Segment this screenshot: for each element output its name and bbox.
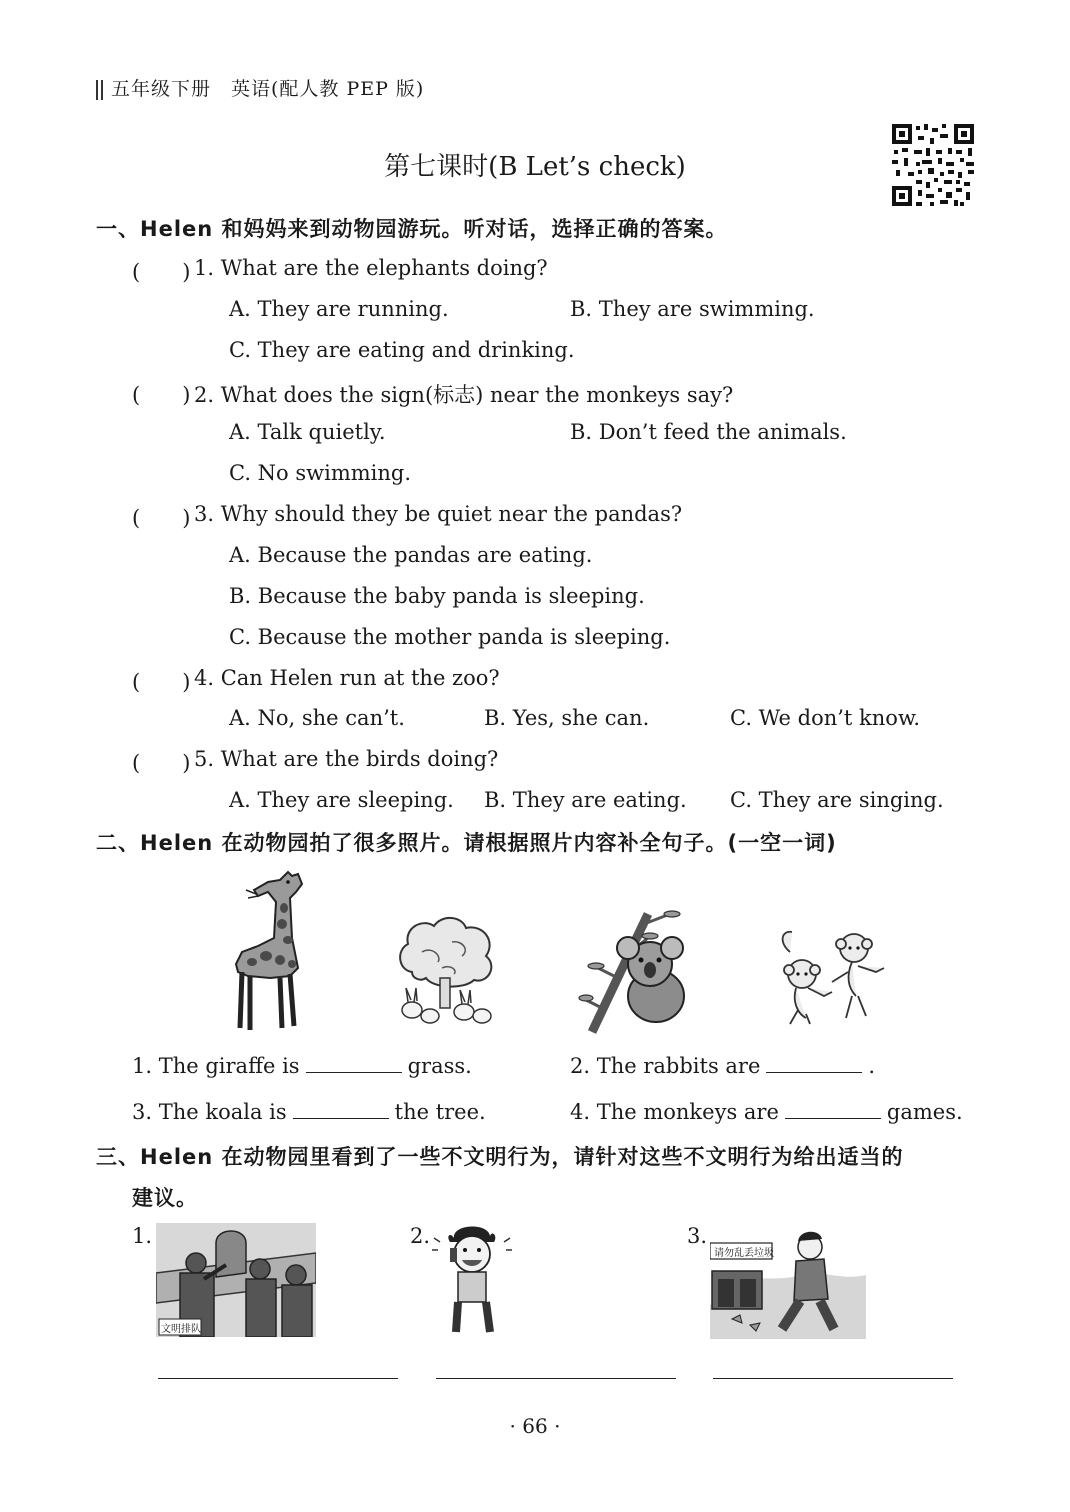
option: B. Don’t feed the animals. (570, 420, 847, 444)
sentence-text: 1. The giraffe is (132, 1054, 300, 1078)
sentence-text: 3. The koala is (132, 1100, 287, 1124)
blank-line[interactable] (785, 1100, 881, 1119)
item-number: 3. (687, 1224, 708, 1248)
blank-line[interactable] (293, 1100, 389, 1119)
sign-text: 请勿乱丢垃圾 (714, 1248, 774, 1259)
sentence-text: games. (886, 1100, 963, 1124)
option: C. We don’t know. (730, 706, 921, 730)
item-number: 1. (132, 1224, 153, 1248)
loud-phone-illustration (432, 1220, 512, 1340)
option: B. They are eating. (484, 788, 687, 812)
item-number: 2. (410, 1224, 431, 1248)
qr-code[interactable] (890, 122, 976, 208)
option: B. Yes, she can. (484, 706, 650, 730)
sentence-text: 2. The rabbits are (570, 1054, 761, 1078)
sentence-text: grass. (407, 1054, 472, 1078)
option: C. No swimming. (229, 461, 412, 485)
sentence-2 (570, 1054, 875, 1078)
monkeys-illustration (772, 922, 890, 1026)
question-3: 3. Why should they be quiet near the pandas? (194, 502, 683, 526)
question-1: 1. What are the elephants doing? (194, 256, 548, 280)
page-number: · 66 · (509, 1414, 561, 1438)
queue-jumping-illustration (156, 1223, 316, 1337)
section3-heading: 三、Helen 在动物园里看到了一些不文明行为，请针对这些不文明行为给出适当的 (96, 1145, 904, 1169)
option: C. They are eating and drinking. (229, 338, 575, 362)
section1-heading: 一、Helen 和妈妈来到动物园游玩。听对话，选择正确的答案。 (96, 217, 728, 241)
answer-line[interactable] (158, 1378, 398, 1379)
option: A. No, she can’t. (229, 706, 405, 730)
blank-line[interactable] (306, 1054, 402, 1073)
sentence-text: 4. The monkeys are (570, 1100, 779, 1124)
answer-bracket[interactable]: ( ) (132, 260, 191, 284)
answer-bracket[interactable]: ( ) (132, 670, 191, 694)
sentence-4 (570, 1100, 963, 1124)
answer-bracket[interactable]: ( ) (132, 751, 191, 775)
option: A. Because the pandas are eating. (229, 543, 593, 567)
blank-line[interactable] (766, 1054, 862, 1073)
option: C. Because the mother panda is sleeping. (229, 625, 671, 649)
question-4: 4. Can Helen run at the zoo? (194, 666, 500, 690)
littering-illustration (710, 1225, 866, 1339)
section2-heading: 二、Helen 在动物园拍了很多照片。请根据照片内容补全句子。(一空一词) (96, 831, 837, 855)
option: A. They are sleeping. (229, 788, 454, 812)
option: B. They are swimming. (570, 297, 815, 321)
sign-text: 文明排队 (161, 1324, 201, 1335)
header-text: 五年级下册 英语(配人教 PEP 版) (111, 78, 425, 100)
sentence-text: the tree. (394, 1100, 486, 1124)
sentence-3 (132, 1100, 486, 1124)
section3-heading-cont: 建议。 (132, 1186, 198, 1210)
rabbits-illustration (392, 912, 500, 1028)
book-header (96, 74, 424, 101)
koala-illustration (578, 908, 700, 1034)
option: A. They are running. (229, 297, 449, 321)
giraffe-illustration (218, 868, 324, 1034)
answer-line[interactable] (713, 1378, 953, 1379)
answer-line[interactable] (436, 1378, 676, 1379)
option: B. Because the baby panda is sleeping. (229, 584, 645, 608)
answer-bracket[interactable]: ( ) (132, 506, 191, 530)
sentence-1 (132, 1054, 472, 1078)
option: C. They are singing. (730, 788, 944, 812)
question-5: 5. What are the birds doing? (194, 747, 499, 771)
page-title: 第七课时(B Let’s check) (384, 152, 686, 182)
sentence-text: . (868, 1054, 876, 1078)
question-2: 2. What does the sign(标志) near the monkeys say? (194, 383, 734, 407)
answer-bracket[interactable]: ( ) (132, 383, 191, 407)
option: A. Talk quietly. (229, 420, 386, 444)
